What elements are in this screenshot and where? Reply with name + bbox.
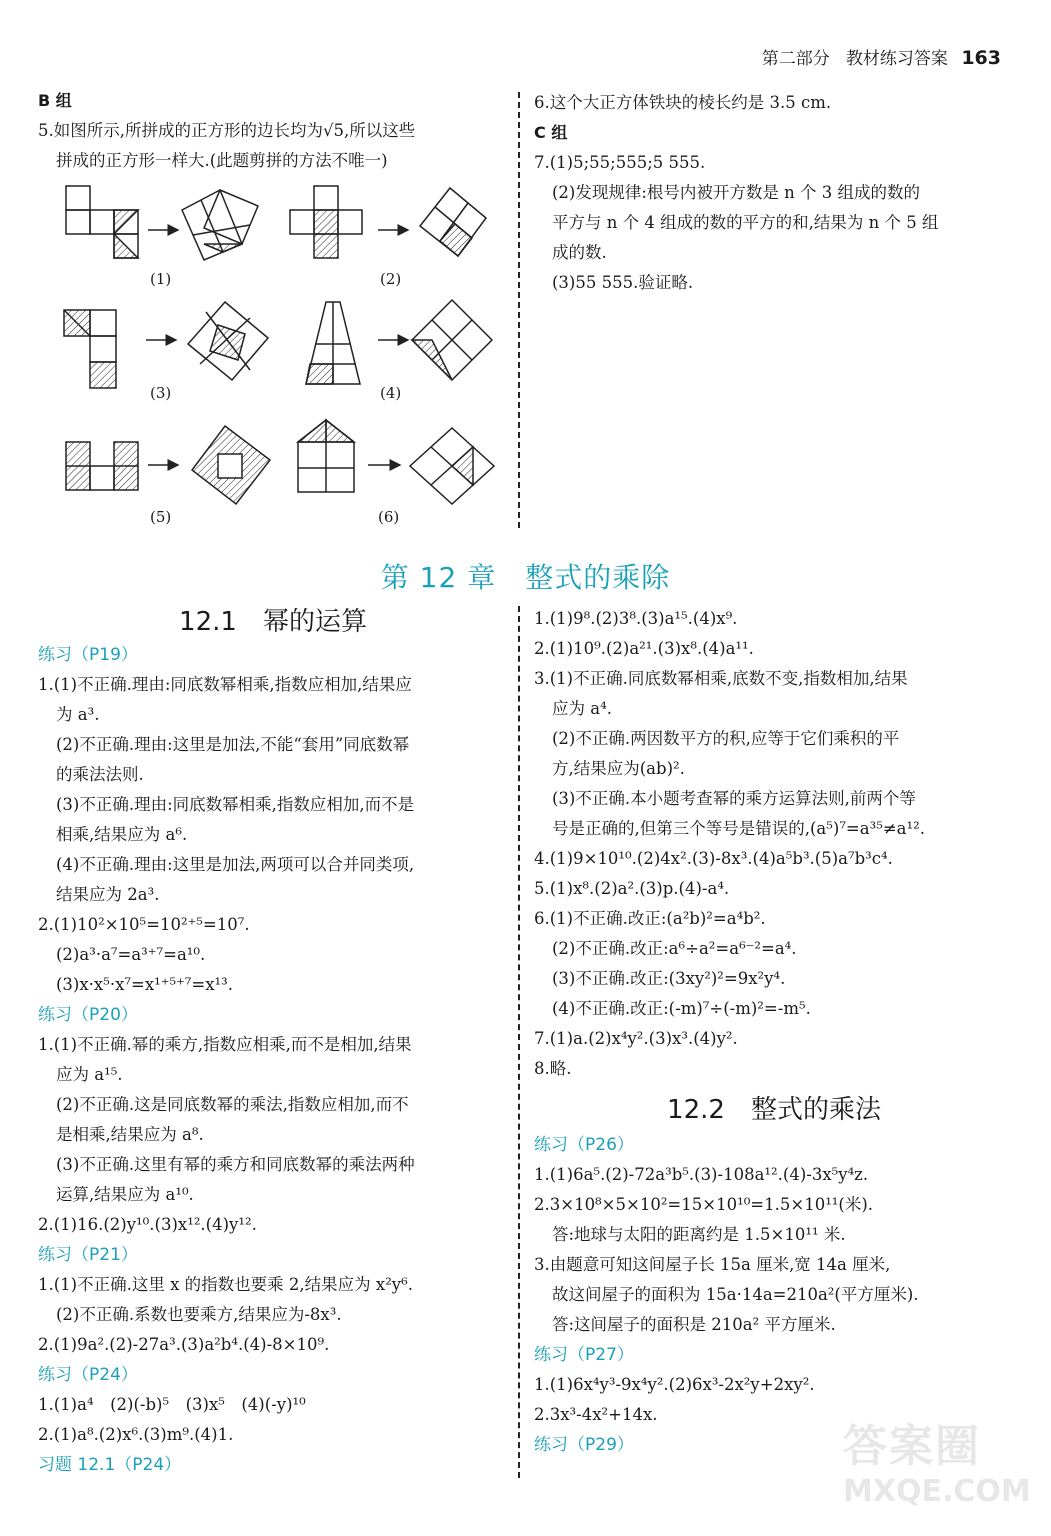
practice-heading: 练习（P20） (38, 1005, 138, 1025)
answer-line: 结果应为 2a³. (56, 885, 160, 904)
answer-line: 故这间屋子的面积为 15a·14a=210a²(平方厘米). (552, 1285, 919, 1304)
top-right-text (534, 88, 938, 298)
group-b-label: B 组 (38, 91, 72, 110)
figure-caption: (1) (150, 270, 172, 288)
puzzle-figures (60, 180, 510, 510)
group-c-label: C 组 (534, 123, 568, 142)
answer-line: 2.3x³-4x²+14x. (534, 1405, 658, 1424)
answer-line: 号是正确的,但第三个等号是错误的,(a⁵)⁷=a³⁵≠a¹². (552, 819, 925, 838)
exercise-heading: 习题 12.1（P24） (38, 1455, 182, 1475)
answer-line: 5.(1)x⁸.(2)a².(3)p.(4)-a⁴. (534, 879, 730, 898)
answer-line: (4)不正确.理由:这里是加法,两项可以合并同类项, (56, 855, 415, 874)
figure-caption: (2) (380, 270, 402, 288)
answer-line: (2)a³·a⁷=a³⁺⁷=a¹⁰. (56, 945, 206, 964)
answer-line: (2)不正确.改正:a⁶÷a²=a⁶⁻²=a⁴. (552, 939, 797, 958)
column-divider-bottom (518, 606, 520, 1478)
figure-4-source (306, 302, 360, 384)
answer-line: 的乘法法则. (56, 765, 144, 784)
answer-line: 应为 a¹⁵. (56, 1065, 123, 1084)
page-header (762, 44, 1001, 69)
section-title: 12.1 幂的运算 (179, 607, 367, 637)
answer-line: 2.(1)16.(2)y¹⁰.(3)x¹².(4)y¹². (38, 1215, 257, 1234)
answer-line: 8.略. (534, 1059, 572, 1078)
practice-heading: 练习（P19） (38, 645, 138, 665)
column-divider-top (518, 92, 520, 528)
figure-2-result (420, 188, 486, 256)
answer-line: (3)不正确.本小题考查幂的乘方运算法则,前两个等 (552, 789, 916, 808)
q6-line: 6.这个大正方体铁块的棱长约是 3.5 cm. (534, 93, 832, 112)
q5-line: 拼成的正方形一样大.(此题剪拼的方法不唯一) (56, 151, 388, 170)
part-label: 第二部分 (761, 49, 830, 69)
answer-line: 1.(1)9⁸.(2)3⁸.(3)a¹⁵.(4)x⁹. (534, 609, 738, 628)
figure-3-result (188, 302, 268, 380)
answer-line: 相乘,结果应为 a⁶. (56, 825, 188, 844)
answer-line: (2)不正确.系数也要乘方,结果应为-8x³. (56, 1305, 342, 1324)
watermark-url: MXQE.COM (843, 1474, 1031, 1509)
answer-line: (3)不正确.这里有幂的乘方和同底数幂的乘法两种 (56, 1155, 415, 1174)
figure-caption: (3) (150, 384, 172, 402)
answer-line: (3)x·x⁵·x⁷=x¹⁺⁵⁺⁷=x¹³. (56, 975, 234, 994)
answer-line: 1.(1)不正确.这里 x 的指数也要乘 2,结果应为 x²y⁶. (38, 1275, 413, 1294)
answer-line: 1.(1)6x⁴y³-9x⁴y².(2)6x³-2x²y+2xy². (534, 1375, 815, 1394)
answer-line: 1.(1)6a⁵.(2)-72a³b⁵.(3)-108a¹².(4)-3x⁵y⁴z. (534, 1165, 869, 1184)
q7-line: 7.(1)5;55;555;5 555. (534, 153, 706, 172)
answer-line: 2.(1)10²×10⁵=10²⁺⁵=10⁷. (38, 915, 250, 934)
answer-line: 为 a³. (56, 705, 100, 724)
answer-line: 2.3×10⁸×5×10²=15×10¹⁰=1.5×10¹¹(米). (534, 1195, 874, 1214)
answer-line: (2)不正确.这是同底数幂的乘法,指数应相加,而不 (56, 1095, 409, 1114)
q5-line: 5.如图所示,所拼成的正方形的边长均为√5,所以这些 (38, 121, 416, 140)
practice-heading: 练习（P21） (38, 1245, 138, 1265)
chapter-title: 第 12 章 整式的乘除 (380, 561, 671, 594)
answer-line: 方,结果应为(ab)². (552, 759, 685, 778)
figure-1-source (66, 186, 138, 258)
answer-line: 是相乘,结果应为 a⁸. (56, 1125, 204, 1144)
answer-line: 3.由题意可知这间屋子长 15a 厘米,宽 14a 厘米, (534, 1255, 891, 1274)
answer-line: 2.(1)10⁹.(2)a²¹.(3)x⁸.(4)a¹¹. (534, 639, 754, 658)
watermark-logo (843, 1410, 1043, 1530)
figure-3-source (64, 310, 116, 388)
top-left-text (38, 86, 415, 176)
answer-line: 6.(1)不正确.改正:(a²b)²=a⁴b². (534, 909, 766, 928)
answer-line: 2.(1)a⁸.(2)x⁶.(3)m⁹.(4)1. (38, 1425, 234, 1444)
figure-5-result (192, 426, 270, 504)
figure-caption: (6) (378, 508, 400, 526)
left-column (38, 604, 508, 1480)
answer-line: 2.(1)9a².(2)-27a³.(3)a²b⁴.(4)-8×10⁹. (38, 1335, 330, 1354)
figure-1-result (182, 190, 258, 260)
answer-line: 答:地球与太阳的距离约是 1.5×10¹¹ 米. (552, 1225, 846, 1244)
practice-heading: 练习（P26） (534, 1135, 634, 1155)
figure-5-source (66, 442, 138, 490)
figure-caption: (5) (150, 508, 172, 526)
q7-line: (3)55 555.验证略. (552, 273, 694, 292)
figure-4-result (412, 300, 492, 380)
section-title: 12.2 整式的乘法 (667, 1095, 881, 1125)
q7-line: 平方与 n 个 4 组成的数的平方的和,结果为 n 个 5 组 (552, 213, 939, 232)
answer-line: (4)不正确.改正:(-m)⁷÷(-m)²=-m⁵. (552, 999, 811, 1018)
answer-line: 1.(1)a⁴ (2)(-b)⁵ (3)x⁵ (4)(-y)¹⁰ (38, 1395, 306, 1414)
answer-line: 运算,结果应为 a¹⁰. (56, 1185, 194, 1204)
answer-line: (2)不正确.理由:这里是加法,不能“套用”同底数幂 (56, 735, 410, 754)
answer-line: (2)不正确.两因数平方的积,应等于它们乘积的平 (552, 729, 900, 748)
right-column (534, 604, 1014, 1460)
practice-heading: 练习（P24） (38, 1365, 138, 1385)
answer-line: (3)不正确.理由:同底数幂相乘,指数应相加,而不是 (56, 795, 415, 814)
answer-line: (3)不正确.改正:(3xy²)²=9x²y⁴. (552, 969, 786, 988)
header-title: 教材练习答案 (845, 49, 948, 69)
watermark-text: 答案圈 (843, 1421, 981, 1472)
answer-line: 应为 a⁴. (552, 699, 612, 718)
figure-caption: (4) (380, 384, 402, 402)
answer-line: 答:这间屋子的面积是 210a² 平方厘米. (552, 1315, 836, 1334)
figure-6-source (298, 420, 354, 492)
figure-2-source (290, 186, 362, 258)
answer-line: 1.(1)不正确.幂的乘方,指数应相乘,而不是相加,结果 (38, 1035, 412, 1054)
q7-line: (2)发现规律:根号内被开方数是 n 个 3 组成的数的 (552, 183, 921, 202)
page-number: 163 (961, 47, 1001, 69)
practice-heading: 练习（P29） (534, 1435, 634, 1455)
answer-line: 4.(1)9×10¹⁰.(2)4x².(3)-8x³.(4)a⁵b³.(5)a⁷b³c⁴. (534, 849, 893, 868)
figure-6-result (410, 428, 494, 504)
answer-line: 7.(1)a.(2)x⁴y².(3)x³.(4)y². (534, 1029, 738, 1048)
answer-line: 1.(1)不正确.理由:同底数幂相乘,指数应相加,结果应 (38, 675, 412, 694)
answer-line: 3.(1)不正确.同底数幂相乘,底数不变,指数相加,结果 (534, 669, 908, 688)
q7-line: 成的数. (552, 243, 607, 262)
practice-heading: 练习（P27） (534, 1345, 634, 1365)
